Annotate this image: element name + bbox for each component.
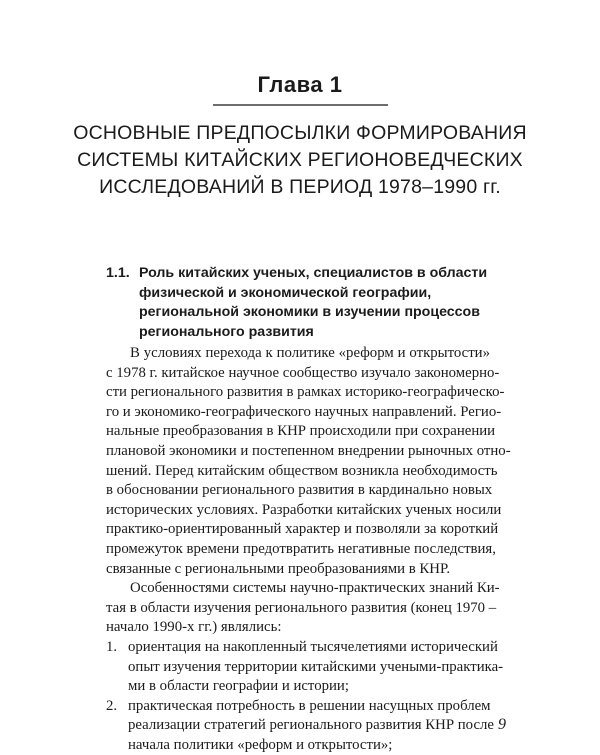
list-item (106, 638, 504, 697)
chapter-title-line: ОСНОВНЫЕ ПРЕДПОСЫЛКИ ФОРМИРОВАНИЯ (73, 122, 527, 144)
text-line: начало 1990-х гг.) являлись: (106, 619, 282, 636)
list-item-number: 1. (106, 638, 118, 655)
chapter-title-line: ИССЛЕДОВАНИЙ В ПЕРИОД 1978–1990 гг. (99, 176, 501, 198)
section-heading (106, 264, 506, 342)
text-line: опыт изучения территории китайскими учеными-практика- (128, 658, 504, 675)
chapter-title (73, 120, 527, 201)
list-item (106, 697, 494, 755)
body-text (106, 344, 511, 755)
text-line: Особенностями системы научно-практических знаний Ки- (130, 580, 500, 597)
section-number: 1.1. (106, 265, 130, 281)
text-line: го и экономико-географического научных направлений. Регио- (106, 403, 502, 420)
text-line: плановой экономики и постепенном внедрении рыночных отно- (106, 442, 511, 459)
text-line: шений. Перед китайским обществом возникла необходимость (106, 462, 498, 479)
paragraph (106, 344, 511, 579)
text-line: тая в области изучения регионального развития (конец 1970 – (106, 599, 497, 616)
page-number: 9 (498, 716, 506, 733)
text-line: нальные преобразования в КНР происходили при сохранении (106, 423, 496, 440)
chapter-label: Глава 1 (257, 72, 343, 97)
paragraph (106, 579, 500, 638)
text-line: ми в области географии и истории; (128, 678, 349, 695)
text-line: ориентация на накопленный тысячелетиями исторический (128, 638, 498, 655)
text-line: промежуток времени предотвратить негативные последствия, (106, 540, 496, 557)
text-line: В условиях перехода к политике «реформ и открытости» (130, 345, 490, 361)
text-line: исторических условиях. Разработки китайских ученых носили (106, 501, 502, 518)
section-title-line: физической и экономической географии, (139, 284, 432, 301)
text-line: начала политики «реформ и открытости»; (128, 736, 393, 753)
chapter-underline (213, 104, 388, 106)
text-line: в обосновании регионального развития в кардинально новых (106, 482, 493, 499)
section-title (139, 264, 487, 342)
text-line: сти регионального развития в рамках историко-географическо- (106, 384, 505, 401)
chapter-header (0, 72, 600, 201)
section-title-line: Роль китайских ученых, специалистов в области (139, 265, 488, 281)
section-title-line: региональной экономики в изучении процессов (139, 304, 480, 320)
chapter-title-line: СИСТЕМЫ КИТАЙСКИХ РЕГИОНОВЕДЧЕСКИХ (77, 149, 523, 171)
list-item-number: 2. (106, 697, 118, 714)
text-line: реализации стратегий регионального развития КНР после (128, 717, 494, 734)
text-line: практико-ориентированный характер и позволяли за короткий (106, 521, 499, 538)
text-line: практическая потребность в решении насущных проблем (128, 697, 491, 714)
section-title-line: регионального развития (139, 323, 314, 340)
text-line: связанные с региональными преобразованиями в КНР. (106, 560, 451, 577)
text-line: с 1978 г. китайское научное сообщество изучало закономерно- (106, 364, 500, 381)
